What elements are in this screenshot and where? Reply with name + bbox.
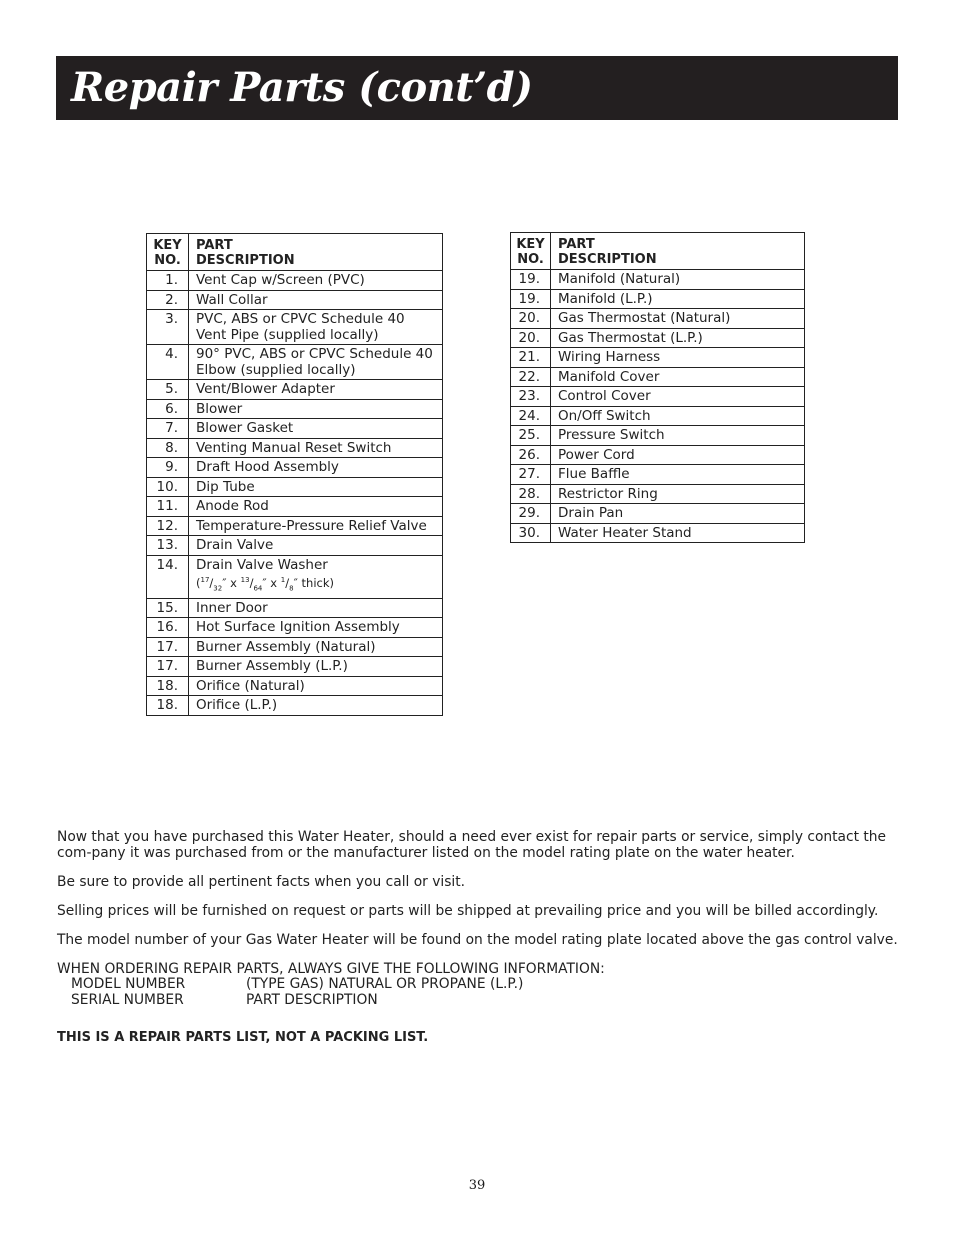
part-description-text: Orifice (L.P.) bbox=[196, 697, 278, 714]
info-paragraph: Selling prices will be furnished on request or parts will be shipped at prevailing price and you will be billed accordingly. bbox=[57, 903, 879, 919]
part-description bbox=[551, 270, 805, 290]
table-row bbox=[511, 465, 805, 485]
table-row bbox=[147, 271, 443, 291]
part-description bbox=[551, 387, 805, 407]
part-description-text: Drain Valve bbox=[196, 537, 274, 553]
part-description-text: Elbow (supplied locally) bbox=[196, 361, 356, 378]
order-item: (TYPE GAS) NATURAL OR PROPANE (L.P.) bbox=[246, 976, 524, 992]
part-description bbox=[189, 419, 443, 439]
part-description bbox=[551, 523, 805, 543]
key-number: 20. bbox=[511, 328, 551, 348]
key-no-header: KEY NO. bbox=[147, 234, 189, 271]
packing-list-notice: THIS IS A REPAIR PARTS LIST, NOT A PACKING LIST. bbox=[57, 1030, 429, 1045]
key-number: 19. bbox=[511, 289, 551, 309]
table-row bbox=[147, 419, 443, 439]
table-row bbox=[147, 345, 443, 380]
part-description-text: Temperature-Pressure Relief Valve bbox=[196, 517, 427, 534]
table-row bbox=[511, 406, 805, 426]
key-number: 25. bbox=[511, 426, 551, 446]
info-paragraph: Now that you have purchased this Water Heater, should a need ever exist for repair parts or service, simply contact the com-pany it was purchased from or the manufacturer listed on the model rating plate on the water heater. bbox=[57, 829, 887, 861]
key-number: 8. bbox=[147, 438, 189, 458]
part-description bbox=[551, 426, 805, 446]
parts-table-left bbox=[146, 233, 443, 716]
table-row bbox=[147, 380, 443, 400]
part-description-text: Manifold (Natural) bbox=[558, 271, 681, 287]
part-description-text: Gas Thermostat (L.P.) bbox=[558, 329, 703, 346]
part-description bbox=[551, 309, 805, 329]
part-description-text: Hot Surface Ignition Assembly bbox=[196, 619, 400, 636]
part-description-text: Inner Door bbox=[196, 599, 268, 616]
key-number: 21. bbox=[511, 348, 551, 368]
key-number: 29. bbox=[511, 504, 551, 524]
ordering-list bbox=[71, 977, 899, 1008]
table-row bbox=[147, 516, 443, 536]
part-description bbox=[551, 289, 805, 309]
table-row bbox=[511, 328, 805, 348]
part-description-text: Vent Cap w/Screen (PVC) bbox=[196, 272, 365, 288]
page-title: Repair Parts (cont’d) bbox=[71, 64, 533, 111]
part-description bbox=[189, 458, 443, 478]
key-number: 6. bbox=[147, 399, 189, 419]
part-description bbox=[189, 676, 443, 696]
part-description-text: Blower bbox=[196, 400, 243, 417]
part-description bbox=[551, 367, 805, 387]
key-number: 26. bbox=[511, 445, 551, 465]
key-number: 17. bbox=[147, 637, 189, 657]
table-header-row bbox=[511, 233, 805, 270]
info-paragraph: Be sure to provide all pertinent facts when you call or visit. bbox=[57, 874, 466, 890]
key-number: 2. bbox=[147, 290, 189, 310]
key-number: 9. bbox=[147, 458, 189, 478]
part-description bbox=[189, 536, 443, 556]
part-description-text: 90° PVC, ABS or CPVC Schedule 40 bbox=[196, 346, 433, 362]
part-description bbox=[189, 555, 443, 598]
part-description-text: PVC, ABS or CPVC Schedule 40 bbox=[196, 311, 405, 327]
part-description-text: Manifold (L.P.) bbox=[558, 290, 653, 307]
part-description-text: Water Heater Stand bbox=[558, 524, 692, 541]
part-description bbox=[189, 696, 443, 716]
part-description-text: Vent Pipe (supplied locally) bbox=[196, 326, 379, 343]
table-row bbox=[511, 348, 805, 368]
table-row bbox=[511, 309, 805, 329]
title-banner bbox=[56, 56, 898, 120]
part-description bbox=[189, 290, 443, 310]
key-no-header: KEY NO. bbox=[511, 233, 551, 270]
key-number: 15. bbox=[147, 598, 189, 618]
key-number: 30. bbox=[511, 523, 551, 543]
key-number: 22. bbox=[511, 367, 551, 387]
order-item: PART DESCRIPTION bbox=[246, 991, 378, 1008]
key-number: 7. bbox=[147, 419, 189, 439]
part-description bbox=[189, 516, 443, 536]
part-description-text: Orifice (Natural) bbox=[196, 677, 305, 694]
part-description-text: Wiring Harness bbox=[558, 349, 661, 365]
part-description bbox=[189, 399, 443, 419]
part-description bbox=[189, 271, 443, 291]
table-row bbox=[147, 477, 443, 497]
part-description-text: Blower Gasket bbox=[196, 420, 294, 436]
part-description-text: Power Cord bbox=[558, 446, 635, 463]
part-description bbox=[189, 657, 443, 677]
part-description-text: Burner Assembly (Natural) bbox=[196, 638, 376, 655]
part-description-text: Venting Manual Reset Switch bbox=[196, 439, 392, 456]
part-description bbox=[189, 637, 443, 657]
part-description-header: PART DESCRIPTION bbox=[551, 233, 805, 270]
key-number: 27. bbox=[511, 465, 551, 485]
key-number: 3. bbox=[147, 310, 189, 345]
part-description-text: Restrictor Ring bbox=[558, 485, 658, 502]
part-description bbox=[189, 380, 443, 400]
table-row bbox=[147, 310, 443, 345]
key-number: 16. bbox=[147, 618, 189, 638]
key-number: 17. bbox=[147, 657, 189, 677]
part-description-text: On/Off Switch bbox=[558, 407, 651, 424]
part-description bbox=[189, 345, 443, 380]
part-description bbox=[189, 477, 443, 497]
table-row bbox=[147, 618, 443, 638]
info-paragraph: The model number of your Gas Water Heater will be found on the model rating plate located above the gas control valve. bbox=[57, 932, 898, 948]
part-description-text: Manifold Cover bbox=[558, 368, 660, 385]
part-description bbox=[189, 598, 443, 618]
table-row bbox=[147, 536, 443, 556]
table-row bbox=[511, 270, 805, 290]
part-description bbox=[551, 406, 805, 426]
table-row bbox=[147, 458, 443, 478]
page-number: 39 bbox=[468, 1178, 486, 1193]
key-number: 12. bbox=[147, 516, 189, 536]
part-description-text: Vent/Blower Adapter bbox=[196, 381, 335, 397]
part-description-text: Draft Hood Assembly bbox=[196, 459, 339, 475]
table-row bbox=[147, 598, 443, 618]
table-row bbox=[147, 696, 443, 716]
table-row bbox=[511, 445, 805, 465]
part-description-text: Wall Collar bbox=[196, 291, 268, 308]
key-number: 14. bbox=[147, 555, 189, 598]
part-description bbox=[189, 438, 443, 458]
part-description-header: PART DESCRIPTION bbox=[189, 234, 443, 271]
part-description bbox=[189, 618, 443, 638]
table-row bbox=[511, 387, 805, 407]
part-description-text: Pressure Switch bbox=[558, 427, 665, 443]
table-row bbox=[147, 555, 443, 598]
ordering-info bbox=[57, 829, 899, 1046]
key-number: 10. bbox=[147, 477, 189, 497]
part-description bbox=[189, 497, 443, 517]
order-item: SERIAL NUMBER bbox=[71, 991, 184, 1008]
key-number: 5. bbox=[147, 380, 189, 400]
key-number: 11. bbox=[147, 497, 189, 517]
key-number: 28. bbox=[511, 484, 551, 504]
key-number: 20. bbox=[511, 309, 551, 329]
table-row bbox=[147, 438, 443, 458]
table-row bbox=[147, 676, 443, 696]
washer-dimensions: ($^{17}/_{32}''$ x $^{13}/_{64}''$ x $^1/_8''$ thick) bbox=[196, 575, 335, 593]
part-description bbox=[551, 445, 805, 465]
table-row bbox=[147, 637, 443, 657]
part-description-text: Flue Baffle bbox=[558, 466, 630, 482]
part-description-text: Anode Rod bbox=[196, 498, 269, 514]
key-number: 18. bbox=[147, 676, 189, 696]
key-number: 18. bbox=[147, 696, 189, 716]
order-item: MODEL NUMBER bbox=[71, 976, 186, 992]
part-description bbox=[551, 465, 805, 485]
part-description-text: Burner Assembly (L.P.) bbox=[196, 658, 348, 675]
table-row bbox=[511, 289, 805, 309]
part-description-text: Drain Valve Washer bbox=[196, 556, 328, 573]
part-description bbox=[551, 348, 805, 368]
part-description-text: Drain Pan bbox=[558, 505, 624, 521]
table-row bbox=[511, 426, 805, 446]
table-row bbox=[511, 523, 805, 543]
table-row bbox=[511, 367, 805, 387]
part-description bbox=[551, 328, 805, 348]
key-number: 23. bbox=[511, 387, 551, 407]
key-number: 1. bbox=[147, 271, 189, 291]
table-row bbox=[147, 290, 443, 310]
part-description-text: Dip Tube bbox=[196, 478, 255, 495]
parts-table-right bbox=[510, 232, 805, 543]
key-number: 24. bbox=[511, 406, 551, 426]
table-row bbox=[147, 399, 443, 419]
part-description bbox=[551, 504, 805, 524]
ordering-heading: WHEN ORDERING REPAIR PARTS, ALWAYS GIVE THE FOLLOWING INFORMATION: bbox=[57, 961, 605, 977]
key-number: 13. bbox=[147, 536, 189, 556]
table-header-row bbox=[147, 234, 443, 271]
table-row bbox=[511, 504, 805, 524]
table-row bbox=[511, 484, 805, 504]
key-number: 4. bbox=[147, 345, 189, 380]
part-description bbox=[189, 310, 443, 345]
table-row bbox=[147, 657, 443, 677]
key-number: 19. bbox=[511, 270, 551, 290]
part-description-text: Gas Thermostat (Natural) bbox=[558, 310, 731, 326]
part-description-text: Control Cover bbox=[558, 388, 651, 404]
part-description bbox=[551, 484, 805, 504]
table-row bbox=[147, 497, 443, 517]
